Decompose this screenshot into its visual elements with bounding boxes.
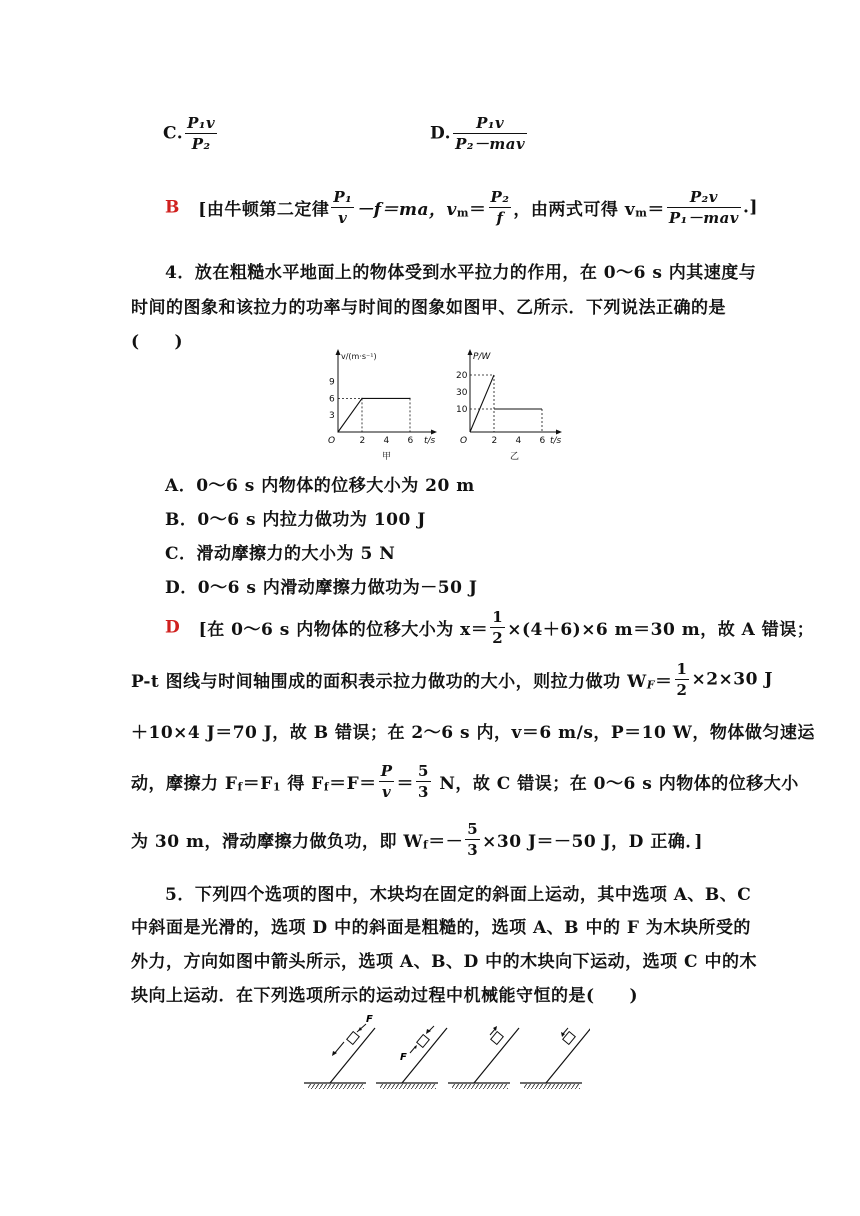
q4-explanation-line3: ＋10×4 J＝70 J，故 B 错误；在 2～6 s 内，v＝6 m/s，P＝10 W，物体做匀速运 xyxy=(131,723,815,743)
explanation-text: [由牛顿第二定律 xyxy=(198,200,330,220)
option-c-label: C. xyxy=(163,123,184,144)
option-d-label: D. xyxy=(430,123,452,144)
incline-figure-c xyxy=(448,1026,519,1089)
subscript: m xyxy=(456,206,470,220)
subscript: 1 xyxy=(272,780,281,794)
prev-explanation xyxy=(165,188,758,227)
fraction: $\frac{\text{P₂}}{f}$ xyxy=(490,188,510,227)
y-tick-label: 9 xyxy=(329,377,335,388)
answer-letter-q4: D xyxy=(165,617,181,638)
x-tick-label: 4 xyxy=(383,436,390,446)
data-point xyxy=(337,431,338,432)
explanation-text: ＝ xyxy=(469,200,487,220)
explanation-text: P-t 图线与时间轴围成的面积表示拉力做功的大小，则拉力做功 W xyxy=(131,672,647,692)
power-time-chart xyxy=(452,345,567,463)
fraction: $\frac{\text{P₁}}{v}$ xyxy=(333,188,353,227)
chart-caption: 甲 xyxy=(382,452,392,462)
data-point xyxy=(409,398,410,399)
x-tick-label: 6 xyxy=(407,436,414,446)
explanation-text: .] xyxy=(743,197,758,218)
q4-explanation-line4 xyxy=(131,762,799,801)
q5-line1: 5．下列四个选项的图中，木块均在固定的斜面上运动，其中选项 A、B、C xyxy=(165,885,752,905)
subscript: f xyxy=(423,838,429,852)
y-axis-arrow-icon xyxy=(336,349,341,355)
chart-caption: 乙 xyxy=(510,452,520,462)
series-line xyxy=(338,398,410,432)
q5-line4: 块向上运动．在下列选项所示的运动过程中机械能守恒的是( ) xyxy=(131,986,639,1006)
series-segment-0 xyxy=(470,375,494,432)
incline-figure-b xyxy=(376,1026,447,1089)
y-tick-label: 20 xyxy=(456,371,468,381)
explanation-text: [在 0～6 s 内物体的位移大小为 x＝ xyxy=(198,620,489,640)
fraction: $\frac{5}{3}$ xyxy=(417,762,429,801)
data-point xyxy=(361,398,362,399)
option-c-prev xyxy=(163,114,219,153)
fraction: $\frac{1}{2}$ xyxy=(676,660,688,699)
incline-figure-d xyxy=(520,1028,590,1089)
subscript: m xyxy=(635,206,648,220)
explanation-text: ，由两式可得 v xyxy=(513,200,636,220)
force-label-a: F xyxy=(366,1014,373,1025)
q5-line2: 中斜面是光滑的，选项 D 中的斜面是粗糙的，选项 A、B 中的 F 为木块所受的 xyxy=(131,918,751,938)
subscript: f xyxy=(323,780,330,794)
explanation-text: N，故 C 错误；在 0～6 s 内物体的位移大小 xyxy=(432,774,799,794)
explanation-text: 得 F xyxy=(280,774,324,794)
explanation-text: ×30 J＝－50 J，D 正确．] xyxy=(482,832,703,852)
y-tick-label: 30 xyxy=(456,388,468,398)
x-tick-label: 6 xyxy=(539,436,546,446)
y-tick-label: 6 xyxy=(329,394,335,405)
y-axis-label: v/(m·s⁻¹) xyxy=(341,352,377,361)
subscript: f xyxy=(237,780,243,794)
x-axis-label: t/s xyxy=(550,436,562,446)
option-d-fraction: $\frac{\text{P₁v}}{\text{P₂－mav}}$ xyxy=(455,114,526,153)
x-axis-arrow-icon xyxy=(556,430,562,435)
q4-explanation-line1 xyxy=(165,608,814,647)
q4-explanation-line2 xyxy=(131,660,773,699)
q4-stem-line3: ( ) xyxy=(131,332,184,352)
q4-option-a: A．0～6 s 内物体的位移大小为 20 m xyxy=(165,476,475,496)
force-label-b: F xyxy=(400,1052,407,1063)
q4-stem-line2: 时间的图象和该拉力的功率与时间的图象如图甲、乙所示．下列说法正确的是 xyxy=(131,298,726,318)
q4-explanation-line5 xyxy=(131,820,703,859)
incline-figures xyxy=(300,1010,590,1095)
q4-option-b: B．0～6 s 内拉力做功为 100 J xyxy=(165,510,426,530)
option-d-prev xyxy=(430,114,529,153)
fraction: $\frac{1}{2}$ xyxy=(492,608,504,647)
origin-label: O xyxy=(328,436,336,446)
subscript: F xyxy=(646,678,656,692)
x-tick-label: 2 xyxy=(491,436,498,446)
velocity-time-chart xyxy=(320,345,445,463)
explanation-text: ＝ xyxy=(655,672,673,692)
explanation-text: ＝F xyxy=(242,774,273,794)
y-axis-arrow-icon xyxy=(468,349,473,355)
explanation-text: ×2×30 J xyxy=(691,669,773,690)
answer-letter-prev: B xyxy=(165,197,180,218)
origin-label: O xyxy=(460,436,468,446)
x-tick-label: 4 xyxy=(515,436,522,446)
explanation-text: －f＝ma，v xyxy=(356,200,457,220)
fraction: $\frac{\text{P₂v}}{\text{P₁－mav}}$ xyxy=(668,188,739,227)
option-c-fraction: $\frac{\text{P₁v}}{\text{P₂}}$ xyxy=(187,114,216,153)
x-axis-arrow-icon xyxy=(431,430,437,435)
fraction: $\frac{5}{3}$ xyxy=(467,820,479,859)
x-axis-label: t/s xyxy=(424,436,436,446)
fraction: $\frac{P}{v}$ xyxy=(380,762,393,801)
q4-option-d: D．0～6 s 内滑动摩擦力做功为－50 J xyxy=(165,578,478,598)
explanation-text: ＝－ xyxy=(428,832,464,852)
y-tick-label: 10 xyxy=(456,405,468,415)
explanation-text: 为 30 m，滑动摩擦力做负功，即 W xyxy=(131,832,423,852)
explanation-text: ＝ xyxy=(647,200,665,220)
explanation-text: ＝F＝ xyxy=(329,774,377,794)
explanation-text: ＝ xyxy=(396,774,414,794)
y-axis-label: P/W xyxy=(473,352,491,362)
explanation-text: ×(4＋6)×6 m＝30 m，故 A 错误； xyxy=(507,620,815,640)
q5-line3: 外力，方向如图中箭头所示，选项 A、B、D 中的木块向下运动，选项 C 中的木 xyxy=(131,952,758,972)
explanation-text: 动，摩擦力 F xyxy=(131,774,238,794)
incline-figure-a xyxy=(304,1014,375,1089)
q4-stem-line1: 4．放在粗糙水平地面上的物体受到水平拉力的作用，在 0～6 s 内其速度与 xyxy=(165,263,757,283)
x-tick-label: 2 xyxy=(359,436,366,446)
y-tick-label: 3 xyxy=(329,411,335,422)
q4-option-c: C．滑动摩擦力的大小为 5 N xyxy=(165,544,396,564)
